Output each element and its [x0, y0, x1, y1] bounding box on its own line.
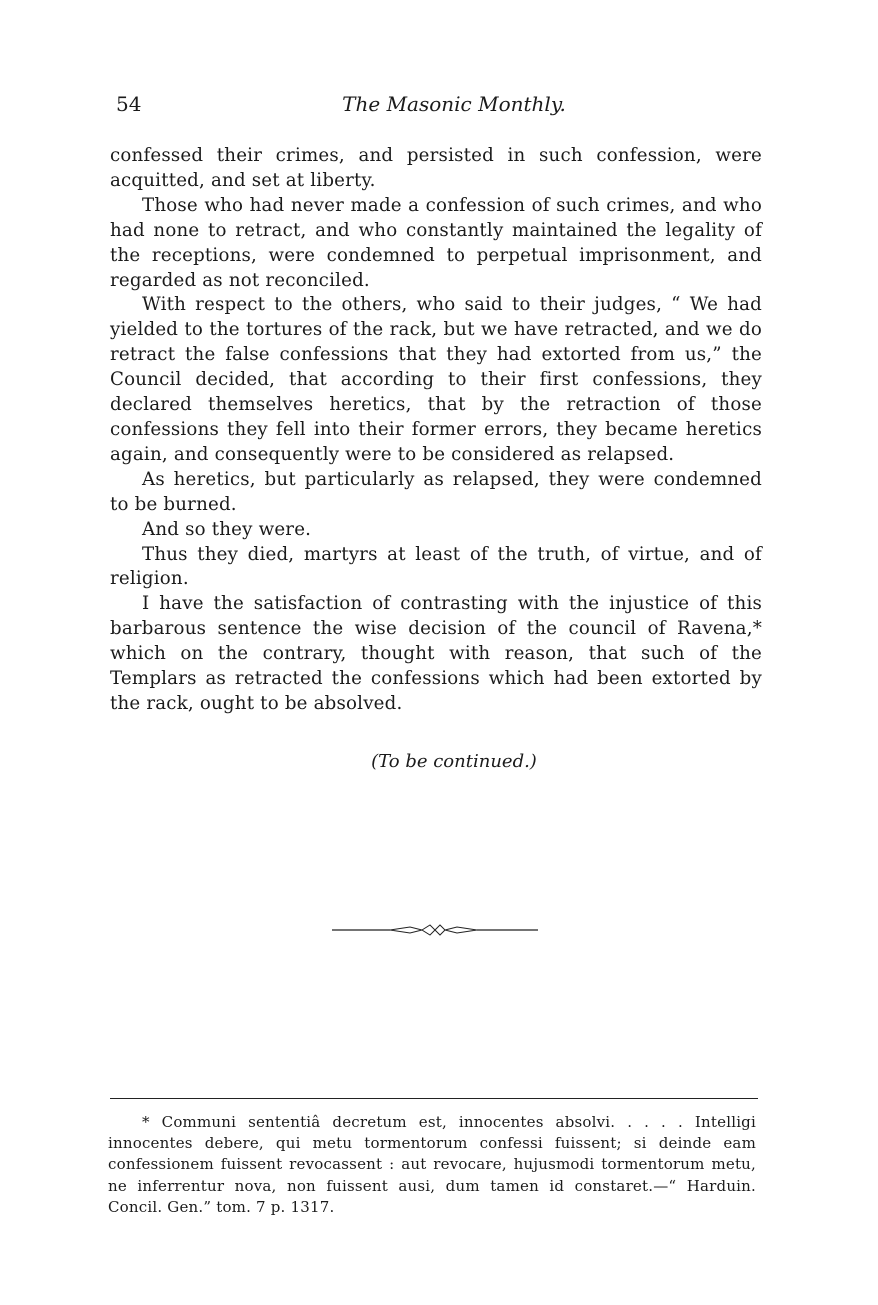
paragraph: And so they were. [142, 518, 312, 540]
to-be-continued-note: (To be continued.) [371, 751, 537, 772]
paragraph: Thus they died, martyrs at least of the truth, of virtue, and of religion. [110, 543, 762, 590]
paragraph: confessed their crimes, and persisted in such confession, were acquitted, and set at liberty. [110, 145, 762, 191]
article-body [110, 144, 762, 717]
footnote-rule [110, 1098, 758, 1099]
ornamental-divider [332, 924, 538, 936]
footnote [108, 1112, 756, 1218]
paragraph: Those who had never made a confession of such crimes, and who had none to retract, and who constantly maintained the legality of the receptions, were condemned to perpetual imprisonment, and regarded as not reconciled. [110, 194, 762, 291]
paragraph: As heretics, but particularly as relapsed, they were condemned to be burned. [110, 468, 762, 515]
running-title: The Masonic Monthly. [342, 92, 566, 116]
paragraph: I have the satisfaction of contrasting with the injustice of this barbarous sentence the wise decision of the council of Ravena,* which on the contrary, thought with reason, that such of the Templars as retracted the confessions which had been extorted by the rack, ought to be absolved. [110, 593, 762, 714]
page-number: 54 [116, 92, 142, 116]
footnote-text: * Communi sententiâ decretum est, innocentes absolvi. . . . . Intelligi innocentes debere, qui metu tormentorum confessi fuissent; si deinde eam confessionem fuissent revocassent : aut revocare, hujusmodi tormentorum metu, ne inferrentur nova, non fuissent ausi, dum tamen id constaret.—“ Harduin. Concil. Gen.” tom. 7 p. 1317. [108, 1113, 756, 1216]
paragraph: With respect to the others, who said to their judges, “ We had yielded to the tortures of the rack, but we have retracted, and we do retract the false confessions that they had extorted from us,” the Council decided, that according to their first confessions, they declared themselves heretics, that by the retraction of those confessions they fell into their former errors, they became heretics again, and consequently were to be considered as relapsed. [110, 294, 762, 465]
